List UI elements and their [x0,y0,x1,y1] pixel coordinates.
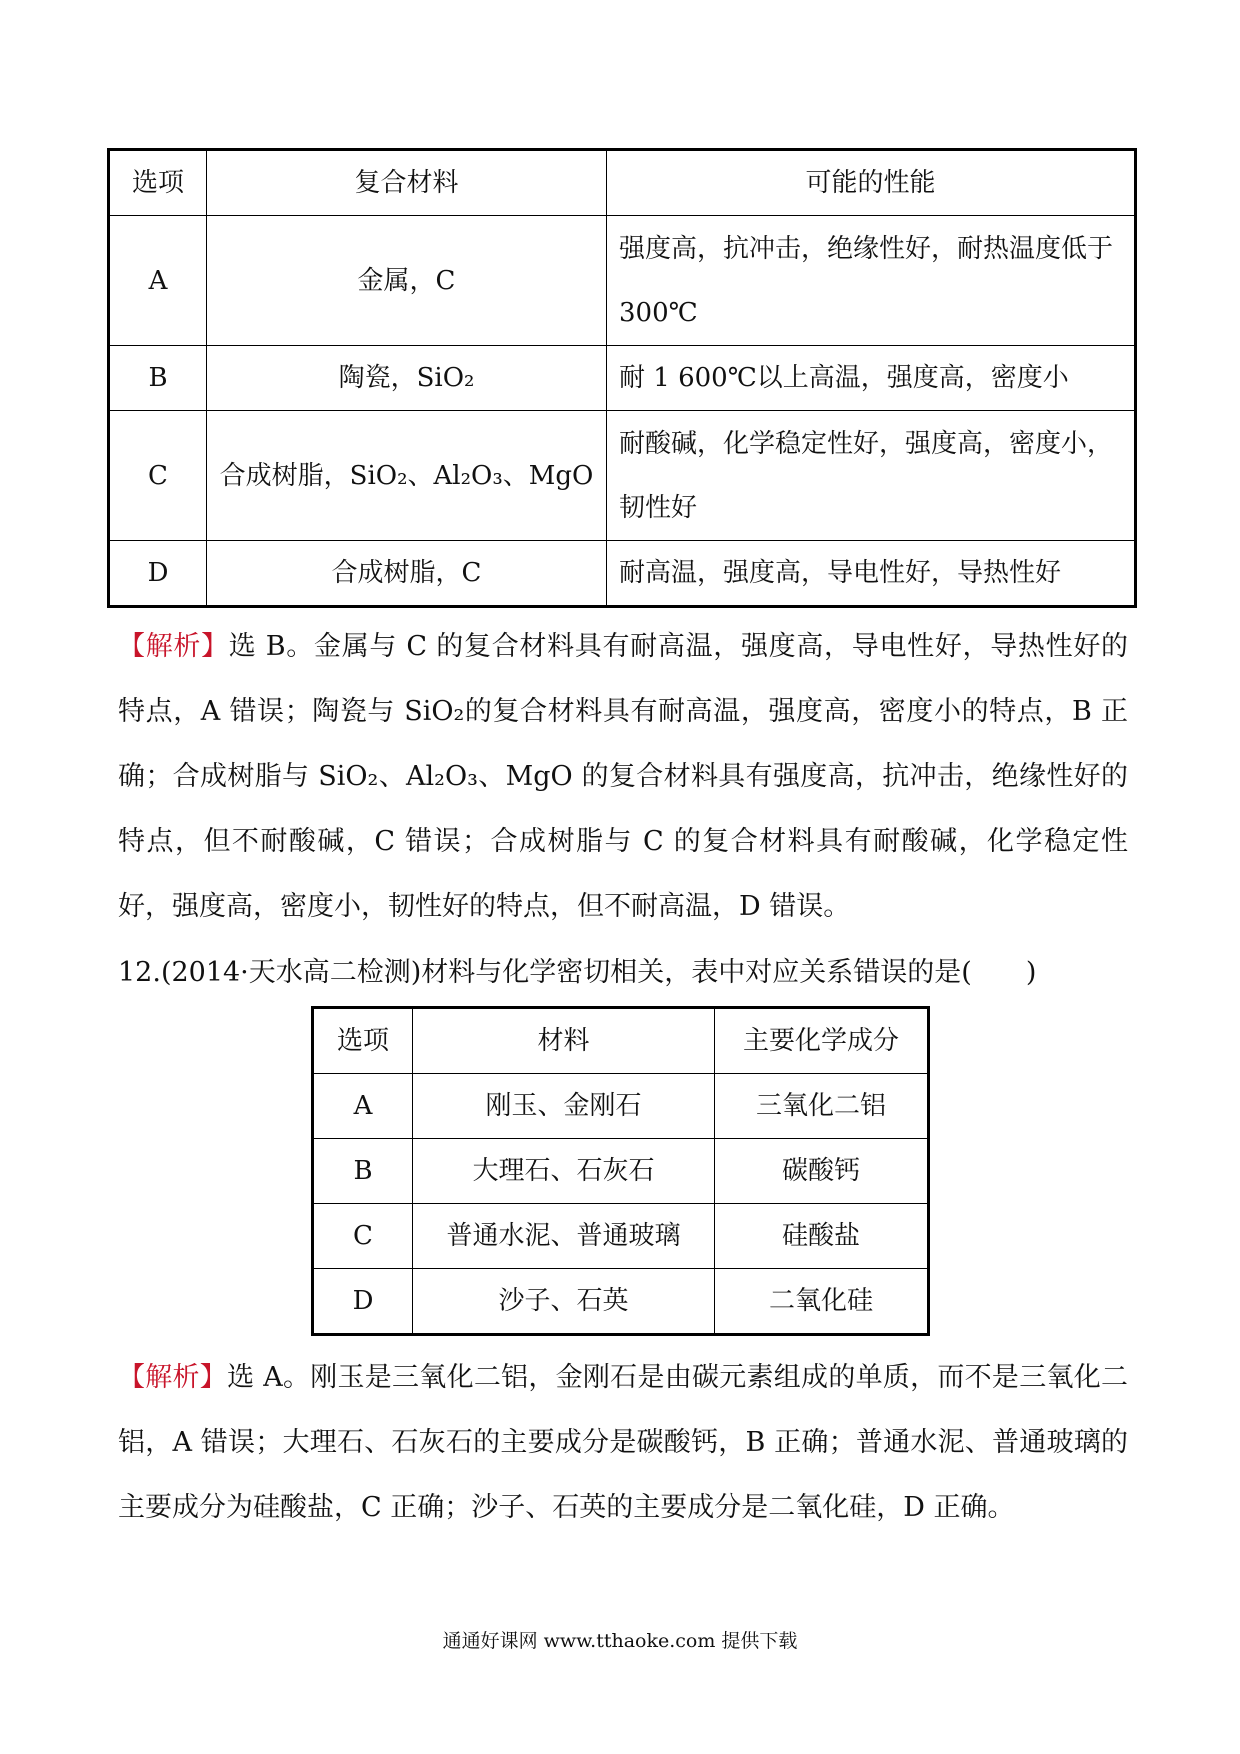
header-option: 选项 [313,1008,413,1074]
analysis-paragraph-1 [118,614,1128,939]
material-cell: 大理石、石灰石 [413,1139,715,1204]
analysis-tag: 【解析】 [118,631,229,662]
material-cell: 合成树脂，SiO₂、Al₂O₃、MgO [207,411,607,541]
material-cell: 沙子、石英 [413,1269,715,1335]
composition-cell: 二氧化硅 [715,1269,929,1335]
table-row [313,1204,929,1269]
performance-cell: 耐酸碱，化学稳定性好，强度高，密度小，韧性好 [607,411,1136,541]
composition-cell: 硅酸盐 [715,1204,929,1269]
table-header-row [313,1008,929,1074]
table-row [109,541,1136,607]
question-12: 12.(2014·天水高二检测)材料与化学密切相关，表中对应关系错误的是( ) [118,957,1037,988]
performance-cell: 耐高温，强度高，导电性好，导热性好 [607,541,1136,607]
material-cell: 陶瓷，SiO₂ [207,346,607,411]
option-cell: A [109,216,207,346]
option-cell: D [313,1269,413,1335]
option-cell: D [109,541,207,607]
table-row [313,1269,929,1335]
analysis-text: 选 B。金属与 C 的复合材料具有耐高温，强度高，导电性好，导热性好的特点，A 错误；陶瓷与 SiO₂的复合材料具有耐高温，强度高，密度小的特点，B 正确；合成树脂与 SiO₂、Al₂O₃、MgO 的复合材料具有强度高，抗冲击，绝缘性好的特点，但不耐酸碱，C 错误；合成树脂与 C 的复合材料具有耐酸碱，化学稳定性好，强度高，密度小，韧性好的特点，但不耐高温，D 错误。 [118,631,1129,922]
analysis-tag: 【解析】 [118,1362,228,1393]
material-cell: 普通水泥、普通玻璃 [413,1204,715,1269]
composition-cell: 碳酸钙 [715,1139,929,1204]
table-row [313,1074,929,1139]
header-composition: 主要化学成分 [715,1008,929,1074]
option-cell: B [313,1139,413,1204]
header-material: 复合材料 [207,150,607,216]
composition-cell: 三氧化二铝 [715,1074,929,1139]
composite-materials-table [107,148,1137,608]
performance-cell: 强度高，抗冲击，绝缘性好，耐热温度低于 300℃ [607,216,1136,346]
table-row [313,1139,929,1204]
performance-cell: 耐 1 600℃以上高温，强度高，密度小 [607,346,1136,411]
table-header-row [109,150,1136,216]
page-footer: 通通好课网 www.tthaoke.com 提供下载 [442,1630,798,1652]
header-material: 材料 [413,1008,715,1074]
option-cell: C [109,411,207,541]
option-cell: A [313,1074,413,1139]
header-option: 选项 [109,150,207,216]
analysis-paragraph-2 [118,1345,1128,1540]
material-cell: 金属，C [207,216,607,346]
table-row [109,346,1136,411]
table-row [109,216,1136,346]
material-cell: 合成树脂，C [207,541,607,607]
material-cell: 刚玉、金刚石 [413,1074,715,1139]
analysis-text: 选 A。刚玉是三氧化二铝，金刚石是由碳元素组成的单质，而不是三氧化二铝，A 错误；大理石、石灰石的主要成分是碳酸钙，B 正确；普通水泥、普通玻璃的主要成分为硅酸盐，C 正确；沙子、石英的主要成分是二氧化硅，D 正确。 [118,1362,1128,1523]
header-performance: 可能的性能 [607,150,1136,216]
option-cell: B [109,346,207,411]
option-cell: C [313,1204,413,1269]
material-composition-table [311,1006,930,1336]
table-row [109,411,1136,541]
